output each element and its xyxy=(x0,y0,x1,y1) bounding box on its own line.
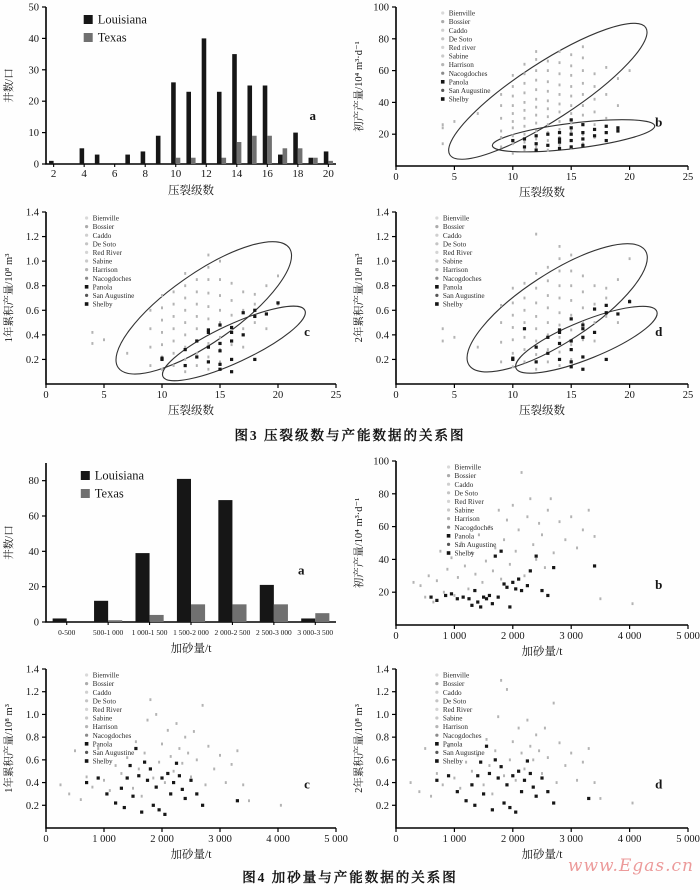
svg-text:10: 10 xyxy=(507,172,519,183)
svg-text:20: 20 xyxy=(28,582,39,594)
svg-text:De Soto: De Soto xyxy=(442,697,467,706)
svg-text:20: 20 xyxy=(28,96,39,108)
svg-text:压裂级数: 压裂级数 xyxy=(519,187,565,199)
svg-text:60: 60 xyxy=(378,522,389,534)
svg-text:16: 16 xyxy=(261,168,273,180)
svg-text:Caddo: Caddo xyxy=(442,688,462,697)
svg-text:18: 18 xyxy=(292,168,304,180)
svg-text:2 500-3 000: 2 500-3 000 xyxy=(255,628,292,637)
svg-text:Harrison: Harrison xyxy=(442,723,469,732)
svg-text:5: 5 xyxy=(451,172,458,183)
svg-text:Bossier: Bossier xyxy=(442,223,465,232)
svg-text:10: 10 xyxy=(507,390,519,401)
svg-text:2 000: 2 000 xyxy=(500,834,525,845)
svg-text:20: 20 xyxy=(378,587,389,599)
svg-text:40: 40 xyxy=(378,97,389,109)
svg-text:Sabine: Sabine xyxy=(454,506,475,515)
svg-text:0.8: 0.8 xyxy=(375,732,389,744)
svg-text:Shelby: Shelby xyxy=(92,300,113,309)
svg-text:Caddo: Caddo xyxy=(448,26,468,35)
svg-text:Nacogdoches: Nacogdoches xyxy=(92,731,132,740)
svg-text:12: 12 xyxy=(200,168,212,180)
county-legend xyxy=(447,464,497,558)
svg-text:3 000-3 500: 3 000-3 500 xyxy=(297,628,334,637)
svg-text:3 000: 3 000 xyxy=(208,834,232,845)
svg-text:Caddo: Caddo xyxy=(442,231,462,240)
svg-text:Red River: Red River xyxy=(454,498,484,506)
svg-text:加砂量/t: 加砂量/t xyxy=(521,646,563,658)
svg-text:1 000-1 500: 1 000-1 500 xyxy=(131,628,168,637)
svg-text:Bienville: Bienville xyxy=(454,463,481,472)
svg-text:0.8: 0.8 xyxy=(375,281,389,293)
svg-text:0.6: 0.6 xyxy=(375,755,389,767)
svg-text:井数/口: 井数/口 xyxy=(4,68,15,103)
svg-text:De Soto: De Soto xyxy=(92,697,116,706)
svg-text:San Augustine: San Augustine xyxy=(442,749,485,757)
svg-text:Harrison: Harrison xyxy=(454,515,480,524)
svg-text:15: 15 xyxy=(214,390,226,401)
svg-text:Harrison: Harrison xyxy=(442,266,469,275)
svg-text:5: 5 xyxy=(101,390,107,401)
svg-text:8: 8 xyxy=(142,168,148,180)
svg-text:0: 0 xyxy=(393,390,399,401)
svg-text:Louisiana: Louisiana xyxy=(97,12,147,27)
svg-text:Sabine: Sabine xyxy=(92,714,113,723)
svg-text:500-1 000: 500-1 000 xyxy=(93,628,124,637)
svg-text:De Soto: De Soto xyxy=(448,35,473,44)
svg-text:40: 40 xyxy=(378,554,389,566)
svg-text:加砂量/t: 加砂量/t xyxy=(170,849,212,861)
figure3-caption: 图3 压裂级数与产能数据的关系图 xyxy=(234,428,466,443)
svg-text:1 000: 1 000 xyxy=(442,631,467,642)
svg-text:c: c xyxy=(304,323,310,339)
svg-text:0.6: 0.6 xyxy=(375,305,389,317)
svg-text:Red River: Red River xyxy=(442,706,473,714)
svg-text:1.2: 1.2 xyxy=(375,232,389,244)
svg-text:Nacogdoches: Nacogdoches xyxy=(92,274,132,283)
svg-text:1.0: 1.0 xyxy=(25,256,39,268)
svg-text:Louisiana: Louisiana xyxy=(94,468,145,483)
svg-text:Panola: Panola xyxy=(92,283,113,292)
county-legend xyxy=(85,215,135,309)
svg-text:0.8: 0.8 xyxy=(25,281,39,293)
svg-text:c: c xyxy=(304,776,310,792)
chart-fig4d-scatter-2yr xyxy=(350,662,700,867)
svg-text:1年累积产量/10⁸ m³: 1年累积产量/10⁸ m³ xyxy=(4,704,15,793)
svg-text:Nacogdoches: Nacogdoches xyxy=(442,274,482,283)
svg-text:2 000: 2 000 xyxy=(500,631,525,642)
svg-text:0: 0 xyxy=(33,617,39,629)
svg-text:Shelby: Shelby xyxy=(442,300,463,309)
svg-text:0.4: 0.4 xyxy=(375,330,389,342)
svg-text:Sabine: Sabine xyxy=(442,714,463,723)
svg-text:60: 60 xyxy=(28,511,39,523)
svg-text:初产产量/10⁴ m³·d⁻¹: 初产产量/10⁴ m³·d⁻¹ xyxy=(354,497,365,589)
svg-text:加砂量/t: 加砂量/t xyxy=(521,849,563,861)
svg-text:0.4: 0.4 xyxy=(375,778,389,790)
svg-text:压裂级数: 压裂级数 xyxy=(168,405,214,417)
svg-text:Shelby: Shelby xyxy=(448,95,469,104)
svg-text:a: a xyxy=(297,562,305,578)
svg-text:Harrison: Harrison xyxy=(92,723,118,732)
svg-text:14: 14 xyxy=(231,168,243,180)
svg-text:Panola: Panola xyxy=(442,740,463,749)
svg-text:80: 80 xyxy=(378,489,389,501)
chart-fig4b-scatter-initial xyxy=(350,454,700,664)
svg-text:Caddo: Caddo xyxy=(92,231,112,240)
svg-text:Caddo: Caddo xyxy=(454,480,474,489)
svg-text:0.2: 0.2 xyxy=(375,800,389,812)
svg-text:1.0: 1.0 xyxy=(375,709,389,721)
svg-text:0: 0 xyxy=(43,834,49,845)
svg-text:b: b xyxy=(655,576,663,592)
svg-text:Bossier: Bossier xyxy=(92,223,115,232)
county-legend xyxy=(85,672,135,766)
svg-text:0-500: 0-500 xyxy=(58,628,76,637)
svg-text:60: 60 xyxy=(378,66,389,78)
svg-text:0.2: 0.2 xyxy=(25,354,39,366)
svg-text:Bossier: Bossier xyxy=(454,472,477,481)
svg-text:初产产量/10⁴ m³·d⁻¹: 初产产量/10⁴ m³·d⁻¹ xyxy=(354,41,365,132)
svg-text:15: 15 xyxy=(565,390,577,401)
county-legend xyxy=(441,10,491,104)
svg-text:25: 25 xyxy=(682,172,694,183)
svg-text:2 000: 2 000 xyxy=(150,834,174,845)
svg-text:Nacogdoches: Nacogdoches xyxy=(454,523,494,532)
svg-text:40: 40 xyxy=(28,33,39,45)
svg-text:加砂量/t: 加砂量/t xyxy=(170,643,212,655)
svg-text:0: 0 xyxy=(33,159,39,171)
svg-text:0.4: 0.4 xyxy=(25,778,39,790)
svg-text:1.2: 1.2 xyxy=(375,687,389,699)
svg-text:1.4: 1.4 xyxy=(375,664,389,676)
svg-text:Panola: Panola xyxy=(92,740,113,749)
svg-text:1 000: 1 000 xyxy=(92,834,116,845)
svg-text:Bienville: Bienville xyxy=(92,671,119,680)
svg-text:4 000: 4 000 xyxy=(617,834,642,845)
svg-text:1年累积产量/10⁸ m³: 1年累积产量/10⁸ m³ xyxy=(4,253,15,343)
svg-text:Panola: Panola xyxy=(454,532,475,541)
svg-text:20: 20 xyxy=(624,390,635,401)
svg-text:Harrison: Harrison xyxy=(92,266,118,275)
svg-text:Sabine: Sabine xyxy=(448,52,469,61)
svg-text:3 000: 3 000 xyxy=(559,834,584,845)
svg-text:0.2: 0.2 xyxy=(375,354,389,366)
svg-text:10: 10 xyxy=(156,390,168,401)
county-legend xyxy=(435,672,485,766)
svg-text:15: 15 xyxy=(565,172,577,183)
svg-text:Panola: Panola xyxy=(448,78,469,87)
chart-fig4c-scatter-1yr xyxy=(0,662,348,867)
svg-text:井数/口: 井数/口 xyxy=(4,525,15,560)
chart-fig3b-scatter-initial xyxy=(350,0,700,205)
svg-text:20: 20 xyxy=(378,129,389,141)
svg-text:100: 100 xyxy=(373,456,389,468)
svg-text:San Augustine: San Augustine xyxy=(454,541,497,549)
svg-text:1.0: 1.0 xyxy=(25,709,39,721)
svg-text:20: 20 xyxy=(322,168,334,180)
svg-text:Bossier: Bossier xyxy=(92,680,115,689)
svg-text:0.6: 0.6 xyxy=(25,755,39,767)
svg-text:3 000: 3 000 xyxy=(559,631,584,642)
svg-text:40: 40 xyxy=(28,546,39,558)
svg-text:1.2: 1.2 xyxy=(25,232,39,244)
chart-fig3c-scatter-1yr xyxy=(0,205,348,423)
svg-text:压裂级数: 压裂级数 xyxy=(519,405,565,417)
svg-text:De Soto: De Soto xyxy=(442,240,467,249)
svg-text:1 500-2 000: 1 500-2 000 xyxy=(173,628,209,637)
svg-text:Shelby: Shelby xyxy=(442,757,463,766)
svg-text:Texas: Texas xyxy=(97,30,127,45)
svg-text:25: 25 xyxy=(330,390,342,401)
svg-text:10: 10 xyxy=(170,168,182,180)
svg-text:5 000: 5 000 xyxy=(676,834,700,845)
svg-text:San Augustine: San Augustine xyxy=(92,749,135,757)
svg-text:2年累积产量/10⁸ m³: 2年累积产量/10⁸ m³ xyxy=(354,253,365,343)
svg-text:4: 4 xyxy=(81,168,87,180)
svg-text:2 000-2 500: 2 000-2 500 xyxy=(214,628,251,637)
svg-text:San Augustine: San Augustine xyxy=(442,292,485,300)
svg-text:5 000: 5 000 xyxy=(676,631,700,642)
svg-text:25: 25 xyxy=(682,390,694,401)
svg-text:2: 2 xyxy=(50,168,57,180)
svg-text:b: b xyxy=(655,114,663,130)
svg-text:20: 20 xyxy=(624,172,635,183)
svg-text:Red River: Red River xyxy=(442,249,473,257)
svg-text:0: 0 xyxy=(393,172,399,183)
svg-text:5: 5 xyxy=(451,390,458,401)
svg-text:6: 6 xyxy=(111,168,118,180)
svg-text:Bienville: Bienville xyxy=(442,671,470,680)
svg-text:0.2: 0.2 xyxy=(25,800,39,812)
svg-text:Nacogdoches: Nacogdoches xyxy=(442,731,482,740)
svg-text:a: a xyxy=(309,108,317,124)
chart-fig3d-scatter-2yr xyxy=(350,205,700,423)
svg-text:1.0: 1.0 xyxy=(375,256,389,268)
svg-text:Caddo: Caddo xyxy=(92,688,112,697)
svg-text:1.4: 1.4 xyxy=(25,664,39,676)
svg-text:San Augustine: San Augustine xyxy=(92,292,135,300)
county-legend xyxy=(435,215,485,309)
svg-text:1 000: 1 000 xyxy=(442,834,467,845)
svg-text:Bossier: Bossier xyxy=(448,18,471,27)
svg-text:Nacogdoches: Nacogdoches xyxy=(448,69,488,78)
svg-text:Bienville: Bienville xyxy=(442,214,470,223)
svg-text:压裂级数: 压裂级数 xyxy=(168,185,214,197)
svg-text:0: 0 xyxy=(393,834,399,845)
chart-fig3a-bar-stages xyxy=(0,0,348,203)
svg-text:80: 80 xyxy=(378,34,389,46)
svg-text:50: 50 xyxy=(28,2,39,14)
svg-text:0.8: 0.8 xyxy=(25,732,39,744)
svg-text:Shelby: Shelby xyxy=(92,757,113,766)
svg-text:Panola: Panola xyxy=(442,283,463,292)
svg-text:1.4: 1.4 xyxy=(25,207,39,219)
svg-text:Bienville: Bienville xyxy=(92,214,119,223)
svg-text:Sabine: Sabine xyxy=(92,257,113,266)
egas-watermark: www.Egas.cn xyxy=(567,856,694,876)
svg-text:2年累积产量/10⁸ m³: 2年累积产量/10⁸ m³ xyxy=(354,704,365,793)
svg-text:Red river: Red river xyxy=(448,44,476,52)
svg-text:5 000: 5 000 xyxy=(324,834,348,845)
svg-text:Bienville: Bienville xyxy=(448,9,476,18)
svg-text:Red River: Red River xyxy=(92,706,122,714)
svg-text:De Soto: De Soto xyxy=(92,240,116,249)
svg-text:Harrison: Harrison xyxy=(448,61,474,70)
svg-text:4 000: 4 000 xyxy=(266,834,290,845)
chart-fig4a-bar-sand xyxy=(0,456,348,661)
svg-text:1.4: 1.4 xyxy=(375,207,389,219)
svg-text:0: 0 xyxy=(43,390,49,401)
svg-text:10: 10 xyxy=(28,128,39,140)
svg-text:Texas: Texas xyxy=(94,486,124,501)
svg-text:San Augustine: San Augustine xyxy=(448,87,491,95)
svg-text:30: 30 xyxy=(28,65,39,77)
svg-text:Red River: Red River xyxy=(92,249,122,257)
svg-text:De Soto: De Soto xyxy=(454,489,478,498)
svg-text:4 000: 4 000 xyxy=(617,631,642,642)
svg-text:d: d xyxy=(655,776,663,792)
svg-text:0.6: 0.6 xyxy=(25,305,39,317)
svg-text:1.2: 1.2 xyxy=(25,687,39,699)
svg-text:Bossier: Bossier xyxy=(442,680,465,689)
svg-text:80: 80 xyxy=(28,476,39,488)
svg-text:0.4: 0.4 xyxy=(25,330,39,342)
svg-text:d: d xyxy=(655,323,663,339)
svg-text:20: 20 xyxy=(272,390,284,401)
figure4-caption: 图4 加砂量与产能数据的关系图 xyxy=(242,870,458,885)
svg-text:0: 0 xyxy=(393,631,399,642)
svg-text:Sabine: Sabine xyxy=(442,257,463,266)
svg-text:100: 100 xyxy=(373,2,389,14)
svg-text:Shelby: Shelby xyxy=(454,549,475,558)
